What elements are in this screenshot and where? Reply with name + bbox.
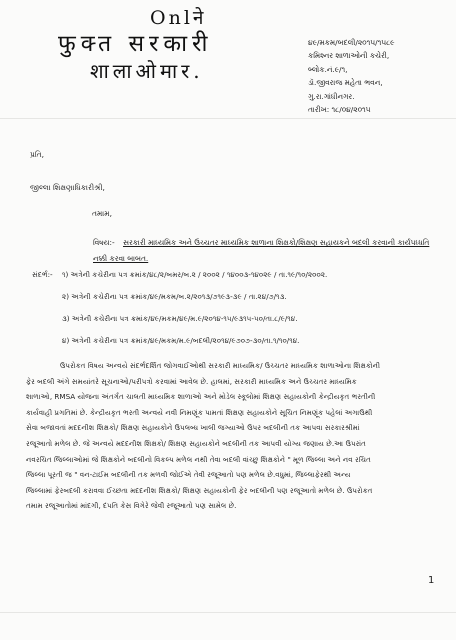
handwritten-note-line-1: फुक्त सरकारी xyxy=(58,31,213,57)
page-number: 1 xyxy=(428,575,435,586)
subject-line xyxy=(93,235,443,267)
letter-date: તારીખ: ૧૮/૦૪/૨૦૧૫ xyxy=(308,105,371,115)
sender-address-block xyxy=(308,36,454,116)
recipient-title: જીલ્લા શિક્ષણાધિકારીશ્રી, xyxy=(30,183,105,192)
paragraph-line: સેવા બજાવતાં મદદનીશ શિક્ષકો/ શિક્ષણ સહાયકોને ઉપલબ્ધ ખાલી જગ્યાઓ ઉપર બદલીની તક આપવા સરકારશ્રીમાં xyxy=(26,423,360,433)
paragraph-line: નવરચિત જિલ્લાઓમાં જે શિક્ષકોને બદલીનો વિકલ્પ મળેલ નથી તેવા બદલી વાંચ્છુ શિક્ષકોને " મૂળ જિલ્લા અને નવ રચિત xyxy=(26,454,371,464)
salutation-prati: પ્રતિ, xyxy=(30,150,45,159)
paragraph-line: જિલ્લા પૂરતી જ " વન-ટાઈમ બદલીની તક મળવી જોઈએ તેવી રજૂઆતો પણ મળેલ છે.વધુમાં, જિલ્લાફેરથી અન્ય xyxy=(26,470,351,480)
handwritten-note-line-2: शालाओमार. xyxy=(90,59,204,83)
office-name: કમિશ્નર શાળાઓની કચેરી, xyxy=(308,51,390,61)
paragraph-line: તમામ રજૂઆતોમાં માંદગી, દંપતિ કેસ વિગેરે જેવી રજૂઆતો પણ સામેલ છે. xyxy=(26,501,237,511)
body-paragraph xyxy=(26,358,428,514)
city: ગુ.રા.ગાંધીનગર. xyxy=(308,91,355,101)
paragraph-line: શાળાઓ, RMSA યોજના અંતર્ગત ચાલતી માધ્યમિક શાળાઓ અને મોડેલ સ્કૂલોમાં શિક્ષણ સહાયકોની કેન્દ્રીયકૃત ભરતીની xyxy=(26,392,376,402)
paragraph-line: જિલ્લામાં ફેરબદલી કરાવવા ઈચ્છતા મદદનીશ શિક્ષકો/ શિક્ષણ સહાયકોની ફેર બદલીની પણ રજૂઆતો મળેલ છે. ઉપરોકત xyxy=(26,485,373,495)
reference-item: ૪) અત્રેની કચેરીના પત્ર ક્રમાંક/૪૯/મકમ/મ.૯/બદલી/૨૦૧૪/૯૭૦૭-૩૦/તા.૧/૧૦/૧૪. xyxy=(62,336,300,345)
letter-number: ૪૯/મકમ/બદલી/૨૦૧૫/૧૫૮૯ xyxy=(308,38,395,47)
reference-item: ૨) અત્રેની કચેરીના પત્ર ક્રમાંક/૪૯/મકમ/બ.૨/૨૦૧૩/૭૧૯૩-૩૯ / તા.૨૪/૭/૧૩. xyxy=(62,292,287,301)
paragraph-line: ઉપરોકત વિષય અન્વયે સંદર્ભદર્શિત જોગવાઈઓથી સરકારી માધ્યમિક/ ઉચ્ચતર માધ્યમિક શાળાઓના શિક્ષકોની xyxy=(60,361,381,370)
reference-item: ૩) અત્રેની કચેરીના પત્ર ક્રમાંક/૪૯/મકમ/૪૯/મ.૯/૨૦૧૪-૧૫/૯૩૧૫-૫૦/તા.૮/૯/૧૪. xyxy=(62,314,298,323)
block-number: બ્લોક.નં.૯/૧, xyxy=(308,64,348,74)
handwritten-note-top: Onlने xyxy=(150,7,207,29)
paragraph-line: રજૂઆતો મળેલ છે. જે અન્વયે મદદનીશ શિક્ષકો/ શિક્ષણ સહાયકોને બદલીની તક આપવી યોગ્ય જણાય છે.આ ઉપરાંત xyxy=(26,438,366,448)
building-name: ડૉ.જીવરાજ મહેતા ભવન, xyxy=(308,78,383,88)
subject-text: સરકારી માધ્યમિક અને ઉચ્ચતર માધ્યમિક શાળાના શિક્ષકો/શિક્ષણ સહાયકને બદલી કરવાની કાર્યપધ્ધતિ નક્કી કરવા બાબત. xyxy=(93,238,430,263)
scan-artifact xyxy=(0,612,456,613)
paragraph-line: કાર્યવાહી પ્રગતિમાં છે. કેન્દ્રીયકૃત ભરતી અન્વયે નવી નિમણૂંક પામતાં શિક્ષણ સહાયકોને સૂચિત નિમણૂંક પહેલાં અગાઉથી xyxy=(26,407,373,417)
paragraph-line: ફેર બદલી અંગે સમયાંતરે સૂચનાઓ/પરીપત્રો કરવામાં આવેલ છે. હાલમાં, સરકારી માધ્યમિક અને ઉચ્ચતર માધ્યમિક xyxy=(26,376,357,386)
references-label: સંદર્ભ:- xyxy=(32,270,53,279)
scan-artifact xyxy=(0,118,456,119)
reference-item: ૧) અત્રેની કચેરીના પત્ર ક્રમાંક/૪૮/૨/બમર/બ.૨ / ૨૦૦૨ / ૧૪૦૦૩-૧૪૦૨૯ / તા.૧૯/૧૦/૨૦૦૨. xyxy=(62,270,328,279)
recipient-all: તમામ, xyxy=(92,209,113,218)
subject-label: વિષય:- xyxy=(93,238,115,247)
